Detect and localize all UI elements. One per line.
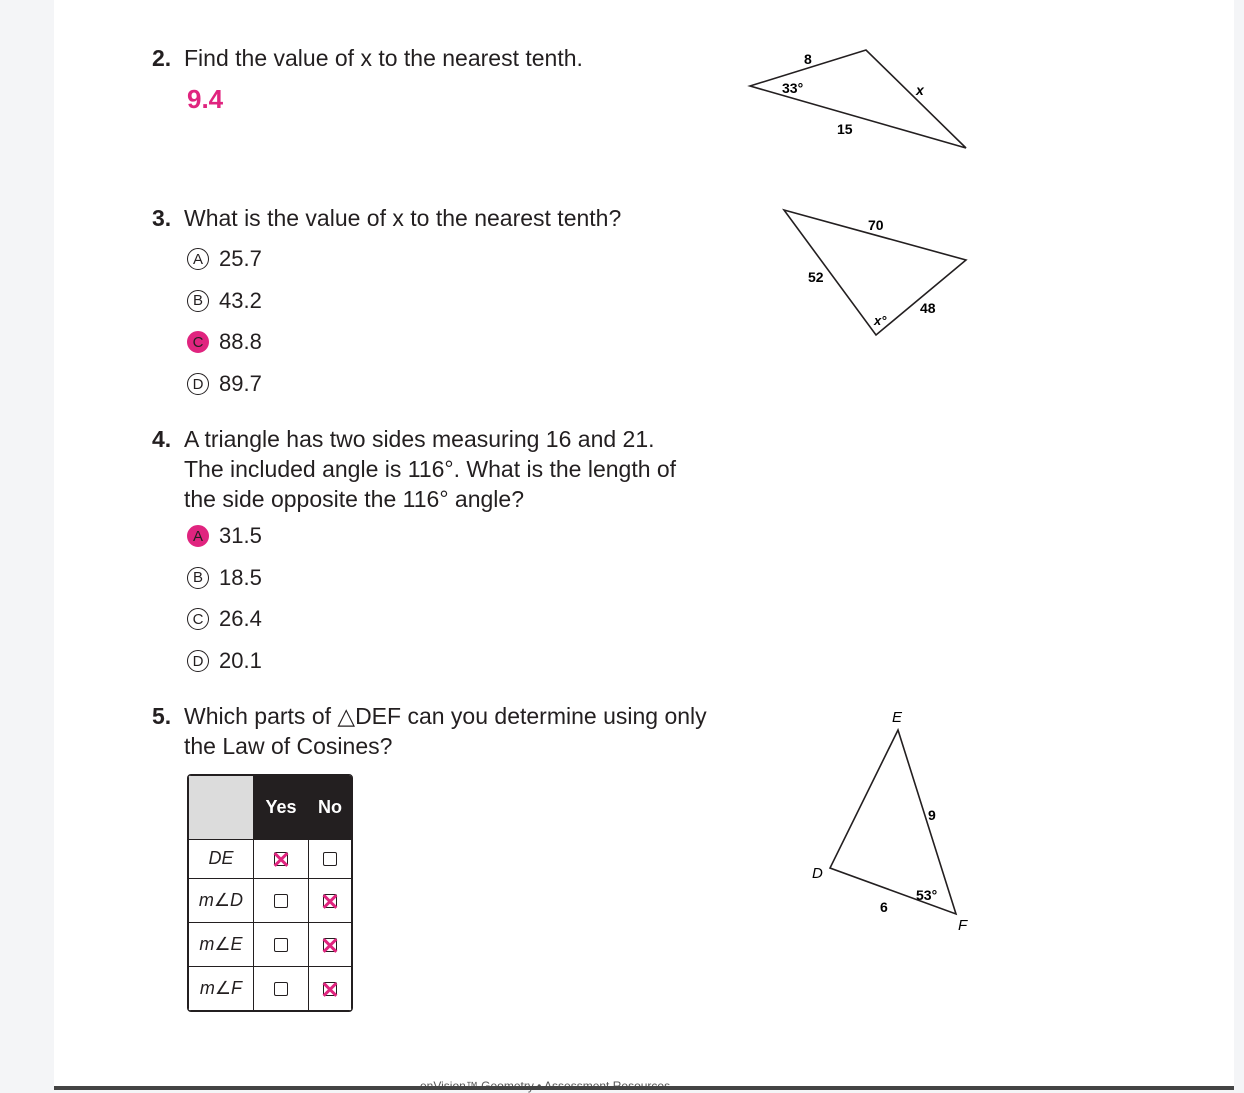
question-5 — [152, 701, 812, 759]
checkbox-yes[interactable] — [274, 938, 288, 952]
question-4-line-3: the side opposite the 116° angle? — [184, 486, 524, 512]
table-corner-cell — [189, 776, 254, 840]
question-4-choice-value: 26.4 — [219, 606, 262, 632]
triangle-2-label-angle: 33° — [782, 80, 804, 96]
triangle-3-label-top: 70 — [868, 217, 884, 233]
triangle-5-label-angle-f: 53° — [916, 887, 938, 903]
question-3-choice-b[interactable] — [187, 287, 262, 315]
question-4-choice-value: 31.5 — [219, 523, 262, 548]
checkbox-yes[interactable] — [274, 982, 288, 996]
question-3-choice-bubble[interactable]: C — [187, 331, 209, 353]
law-of-cosines-table — [187, 774, 353, 1012]
question-4-choice-value: 20.1 — [219, 648, 262, 674]
question-3-choice-value: 43.2 — [219, 287, 262, 313]
table-header-row — [189, 776, 352, 840]
question-4-choice-b[interactable] — [187, 564, 262, 592]
triangle-5-label-f: F — [958, 917, 968, 934]
question-4-choice-d[interactable] — [187, 647, 262, 675]
checkbox-yes[interactable] — [274, 852, 288, 866]
checkbox-no[interactable] — [323, 894, 337, 908]
checkbox-no[interactable] — [323, 938, 337, 952]
table-row — [189, 839, 352, 878]
table-row-label: m∠F — [189, 966, 254, 1010]
table-header-yes: Yes — [254, 776, 309, 840]
question-5-triangle-figure — [804, 700, 984, 940]
question-5-number: 5. — [152, 703, 172, 729]
triangle-2-label-bottom: 15 — [837, 121, 853, 137]
question-3-choice-bubble[interactable]: B — [187, 290, 209, 312]
question-4-choice-bubble[interactable]: B — [187, 567, 209, 589]
question-3-text: What is the value of x to the nearest tenth? — [184, 205, 622, 231]
table-row-label: m∠E — [189, 922, 254, 966]
checkbox-yes[interactable] — [274, 894, 288, 908]
question-4 — [152, 424, 772, 512]
table-header-no: No — [309, 776, 352, 840]
triangle-5-label-d: D — [812, 865, 823, 882]
question-4-line-1: A triangle has two sides measuring 16 and 21. — [184, 426, 655, 452]
question-4-number: 4. — [152, 426, 172, 452]
question-3-triangle-figure — [774, 200, 1014, 345]
table-row — [189, 966, 352, 1010]
checkbox-no[interactable] — [323, 852, 337, 866]
question-2 — [152, 43, 772, 73]
question-4-choice-c[interactable] — [187, 605, 262, 633]
question-4-choice-a[interactable] — [187, 522, 262, 550]
triangle-2-label-x: x — [916, 82, 924, 98]
question-2-triangle-figure — [744, 40, 1034, 160]
triangle-5-label-side-df: 6 — [880, 899, 888, 915]
question-4-choice-bubble[interactable]: D — [187, 650, 209, 672]
table-row-label: DE — [189, 839, 254, 878]
question-3-choice-d[interactable] — [187, 370, 262, 398]
triangle-5-label-e: E — [892, 709, 903, 726]
table-cell-no — [309, 839, 352, 878]
table-cell-yes — [254, 966, 309, 1010]
question-4-line-2: The included angle is 116°. What is the length of — [184, 456, 677, 482]
question-3-choice-bubble[interactable]: D — [187, 373, 209, 395]
question-4-choice-bubble[interactable]: C — [187, 608, 209, 630]
triangle-2-label-top: 8 — [804, 51, 812, 67]
table-cell-no — [309, 878, 352, 922]
table-cell-no — [309, 922, 352, 966]
question-2-number: 2. — [152, 45, 172, 71]
question-3-choice-value: 25.7 — [219, 246, 262, 271]
question-5-line-1: Which parts of △DEF can you determine using only — [184, 703, 707, 729]
footer-rule — [54, 1086, 1234, 1090]
question-4-choice-bubble[interactable]: A — [187, 525, 209, 547]
question-3-number: 3. — [152, 205, 172, 231]
question-3 — [152, 203, 772, 233]
checkbox-no[interactable] — [323, 982, 337, 996]
question-4-choice-value: 18.5 — [219, 564, 262, 590]
table-cell-yes — [254, 922, 309, 966]
table-cell-yes — [254, 839, 309, 878]
triangle-3-label-angle: x° — [874, 313, 887, 328]
triangle-5-label-side-ef: 9 — [928, 807, 936, 823]
triangle-3-label-left: 52 — [808, 269, 824, 285]
question-2-answer: 9.4 — [187, 84, 224, 114]
question-3-choice-value: 89.7 — [219, 371, 262, 397]
table-row-label: m∠D — [189, 878, 254, 922]
table-row — [189, 878, 352, 922]
table-cell-yes — [254, 878, 309, 922]
question-3-choice-a[interactable] — [187, 245, 262, 273]
table-cell-no — [309, 966, 352, 1010]
question-2-text: Find the value of x to the nearest tenth. — [184, 45, 583, 71]
question-5-line-2: the Law of Cosines? — [184, 733, 393, 759]
triangle-3-label-right: 48 — [920, 300, 936, 316]
question-3-choice-bubble[interactable]: A — [187, 248, 209, 270]
worksheet-page — [54, 0, 1234, 1090]
question-3-choice-value: 88.8 — [219, 329, 262, 355]
triangle-2-shape — [750, 50, 966, 148]
question-3-choice-c[interactable] — [187, 328, 262, 356]
table-row — [189, 922, 352, 966]
